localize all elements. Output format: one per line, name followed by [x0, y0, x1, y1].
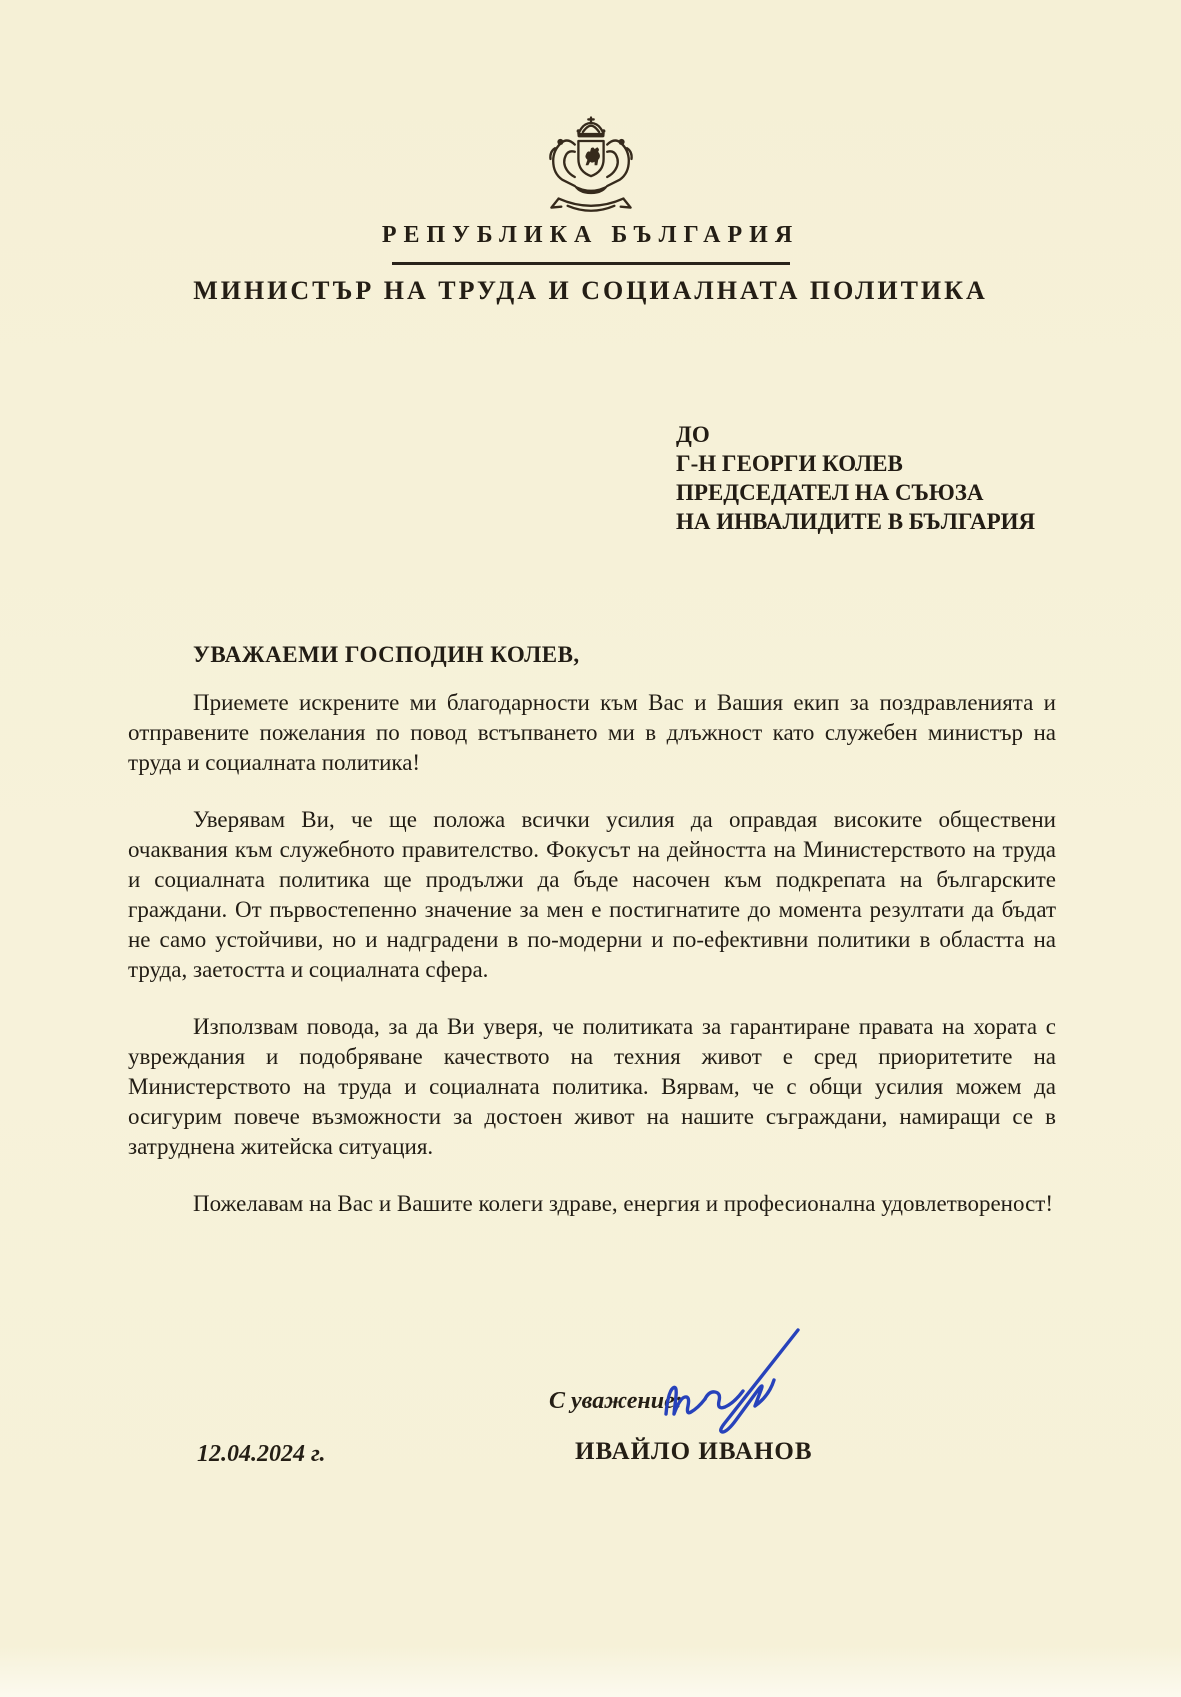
ministry-title: МИНИСТЪР НА ТРУДА И СОЦИАЛНАТА ПОЛИТИКА [193, 276, 988, 305]
paragraph: Използвам повода, за да Ви уверя, че политиката за гарантиране правата на хората с увреждания и подобряване качеството на техния живот е сред приоритетите на Министерството на труда и социалната политика. Вярвам, че с общи усилия можем да осигурим повече възможности за достоен живот на нашите съграждани, намиращи се в затруднена житейска ситуация. [128, 1014, 1056, 1159]
recipient-line: Г-Н ГЕОРГИ КОЛЕВ [676, 451, 903, 476]
letter-date: 12.04.2024 г. [197, 1441, 326, 1467]
recipient-block [676, 420, 1035, 536]
paragraph: Приемете искрените ми благодарности към Вас и Вашия екип за поздравленията и отправените пожелания по повод встъпването ми в длъжност като служебен министър на труда и социалната политика! [128, 690, 1056, 775]
salutation: УВАЖАЕМИ ГОСПОДИН КОЛЕВ, [193, 642, 580, 667]
sender-name: ИВАЙЛО ИВАНОВ [575, 1438, 813, 1465]
recipient-line: ДО [676, 422, 710, 447]
closing-regards: С уважение: [549, 1388, 683, 1414]
paragraph: Уверявам Ви, че ще положа всички усилия да оправдая високите обществени очаквания към служебното правителство. Фокусът на дейността на Министерството на труда и социалната политика ще продължи да бъде насочен към подкрепата на българските граждани. От първостепенно значение за мен е постигнатите до момента резултати да бъдат не само устойчиви, но и надградени в по-модерни и по-ефективни политики в областта на труда, заетостта и социалната сфера. [128, 807, 1056, 982]
recipient-line: НА ИНВАЛИДИТЕ В БЪЛГАРИЯ [676, 509, 1036, 534]
handwritten-signature-icon [628, 1322, 828, 1452]
letter-body [128, 640, 1056, 1246]
bulgarian-coat-of-arms-icon [528, 112, 654, 224]
title-divider [392, 262, 790, 265]
recipient-line: ПРЕДСЕДАТЕЛ НА СЪЮЗА [676, 480, 984, 505]
republic-title: РЕПУБЛИКА БЪЛГАРИЯ [381, 222, 800, 248]
paragraph: Пожелавам на Вас и Вашите колеги здраве, енергия и професионална удовлетвореност! [193, 1191, 1053, 1216]
